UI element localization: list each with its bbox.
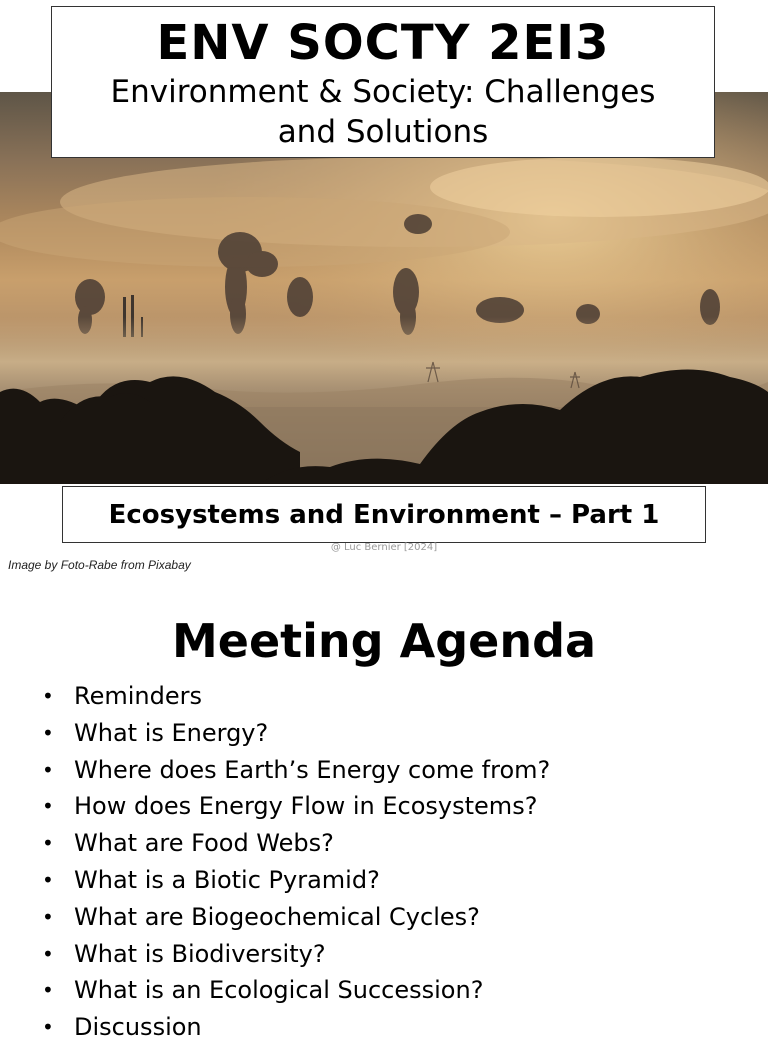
agenda-title: Meeting Agenda [171, 614, 597, 668]
agenda-item: • What are Food Webs? [40, 825, 550, 862]
agenda-list [40, 678, 550, 1046]
agenda-item: • What is Biodiversity? [40, 936, 550, 973]
agenda-item: • How does Energy Flow in Ecosystems? [40, 788, 550, 825]
course-code: ENV SOCTY 2EI3 [156, 15, 610, 71]
agenda-item: • Where does Earth’s Energy come from? [40, 752, 550, 789]
course-title-line1: Environment & Society: Challenges [110, 74, 656, 110]
course-title-box [51, 6, 715, 158]
agenda-item: • What is an Ecological Succession? [40, 972, 550, 1009]
image-credit: Image by Foto-Rabe from Pixabay [8, 558, 191, 572]
agenda-item: • What are Biogeochemical Cycles? [40, 899, 550, 936]
copyright-notice: @ Luc Bernier [2024] [330, 542, 438, 553]
agenda-item: • Discussion [40, 1009, 550, 1046]
agenda-item: • What is Energy? [40, 715, 550, 752]
course-title-line2: and Solutions [277, 114, 489, 150]
agenda-item: • Reminders [40, 678, 550, 715]
agenda-item: • What is a Biotic Pyramid? [40, 862, 550, 899]
lecture-subtitle: Ecosystems and Environment – Part 1 [62, 486, 706, 543]
